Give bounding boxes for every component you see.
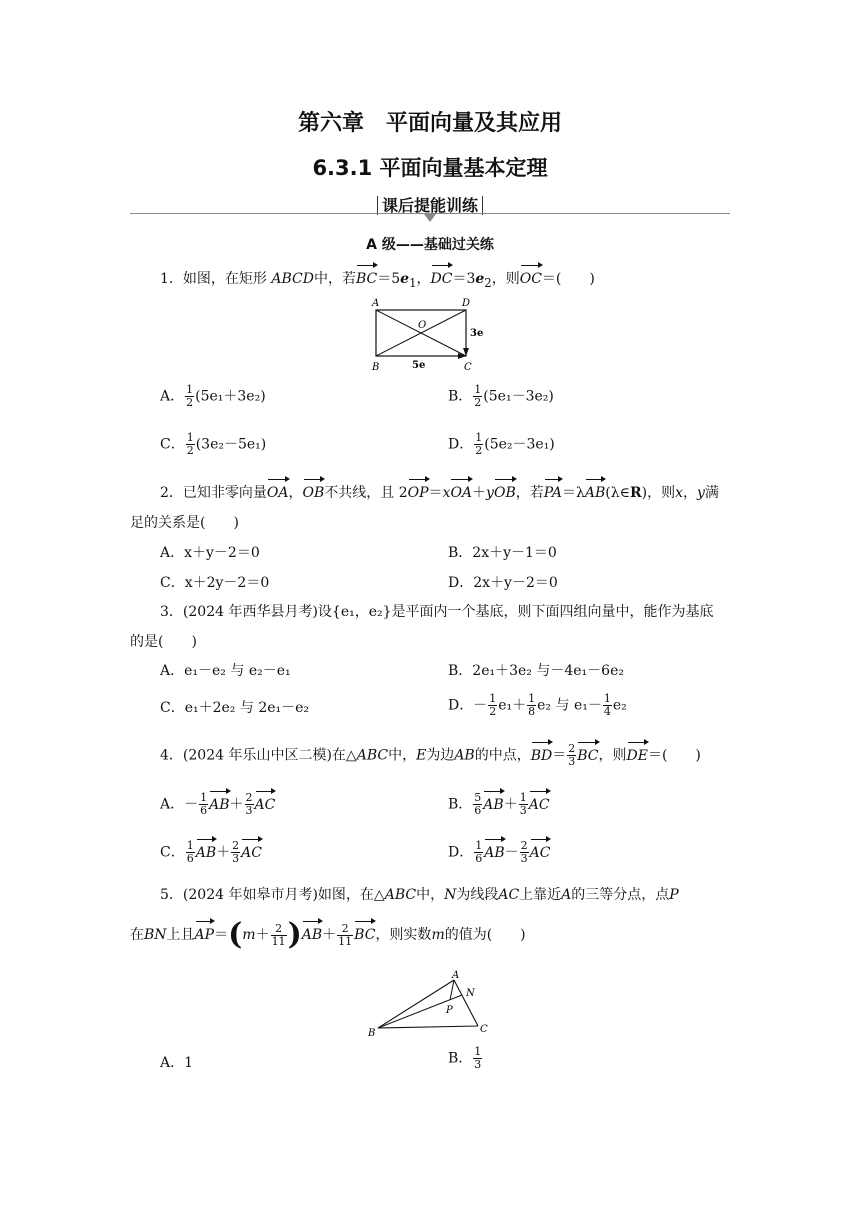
q-text: 如图，在矩形 xyxy=(182,271,267,287)
q-text: 已知非零向量 xyxy=(182,485,267,501)
q4-option-d[interactable] xyxy=(448,840,550,865)
fraction: $\frac{1}{2}$ xyxy=(475,431,483,457)
var-y: y xyxy=(696,485,705,501)
option-expr: (5e₂－3e₁) xyxy=(484,436,555,453)
fraction: $\frac{2}{3}$ xyxy=(232,839,240,865)
option-expr: e₂ 与 e₁－ xyxy=(537,697,602,714)
option-expr: x＋2y－2＝0 xyxy=(184,575,270,591)
option-label: D． xyxy=(448,436,474,453)
q-var: AC xyxy=(498,887,520,903)
label-5e1: 5e xyxy=(412,360,426,371)
fraction: $\frac{1}{6}$ xyxy=(475,839,483,865)
subscript: 1 xyxy=(409,275,417,290)
q-text: ，则实数 xyxy=(375,927,432,943)
q1-option-b[interactable] xyxy=(448,384,554,409)
paren-left: ( xyxy=(228,917,243,952)
vector-pa: PA xyxy=(544,482,562,504)
chapter-title: 第六章 平面向量及其应用 xyxy=(297,111,562,136)
option-expr: e₁－e₂ 与 e₂－e₁ xyxy=(184,663,291,679)
option-label: A． xyxy=(160,1055,185,1071)
q-var: ABC xyxy=(384,887,417,903)
side-bc xyxy=(378,1026,478,1028)
option-label: D． xyxy=(448,575,474,591)
vector-oa: OA xyxy=(450,482,472,504)
option-label: B． xyxy=(448,663,473,679)
rectangle-figure xyxy=(366,296,496,376)
vector-ab: AB xyxy=(484,842,504,864)
fraction: $\frac{1}{6}$ xyxy=(200,791,208,817)
option-expr: x＋y－2＝0 xyxy=(184,545,260,561)
question-3 xyxy=(160,601,714,623)
q-text: ＋ xyxy=(472,485,487,501)
question-number: 1． xyxy=(160,271,183,287)
question-2-line2: 足的关系是( ) xyxy=(130,515,239,531)
option-label: B． xyxy=(448,388,473,405)
q-text: ，若 xyxy=(515,485,544,501)
option-expr: (5e₁－3e₂) xyxy=(483,388,554,405)
q-text: ， xyxy=(288,485,303,501)
label-3e2: 3e xyxy=(470,328,484,339)
q5-option-b[interactable] xyxy=(448,1046,483,1071)
q-text: ＝( ) xyxy=(647,747,701,764)
q2-option-c[interactable] xyxy=(160,572,269,594)
vector-ab: AB xyxy=(483,794,503,816)
var-x: x xyxy=(442,485,451,501)
fraction: $\frac{1}{3}$ xyxy=(474,1045,482,1071)
vector-ac: AC xyxy=(255,794,276,816)
question-number: 3． xyxy=(160,604,183,620)
q-var: N xyxy=(444,887,457,903)
label-b: B xyxy=(368,1028,376,1039)
question-number: 4． xyxy=(160,747,183,764)
question-3-line2: 的是( ) xyxy=(130,634,197,650)
vector-bd: BD xyxy=(531,745,553,767)
vector-ab: AB xyxy=(302,924,322,946)
fraction: $\frac{2}{11}$ xyxy=(271,921,286,948)
label-a: A xyxy=(372,298,380,309)
q-text: ， xyxy=(416,271,431,287)
option-label: D． xyxy=(448,844,474,861)
label-o: O xyxy=(418,320,427,331)
vector-ob: OB xyxy=(494,482,516,504)
option-expr: (5e₁＋3e₂) xyxy=(195,388,266,405)
q-text: 中，若 xyxy=(313,271,356,287)
vector-ac: AC xyxy=(530,842,551,864)
q5-option-a[interactable] xyxy=(160,1052,193,1074)
q2-option-d[interactable] xyxy=(448,572,558,594)
q-text: (2024 年乐山中区二模)在△ xyxy=(182,747,357,764)
label-a: A xyxy=(452,970,460,981)
basis-e: e xyxy=(400,271,410,287)
q-text: (λ∈ xyxy=(605,485,630,501)
option-label: A． xyxy=(160,388,185,405)
q3-option-c[interactable] xyxy=(160,697,309,719)
option-label: B． xyxy=(448,545,473,561)
vector-op: OP xyxy=(408,482,429,504)
vector-ab: AB xyxy=(196,842,216,864)
vector-dc: DC xyxy=(431,268,453,290)
fraction: $\frac{1}{2}$ xyxy=(186,383,194,409)
q3-option-a[interactable] xyxy=(160,660,291,682)
question-number: 2． xyxy=(160,485,183,501)
vector-ob: OB xyxy=(303,482,325,504)
q-text: ＝λ xyxy=(561,485,585,501)
vector-bc: BC xyxy=(577,745,598,767)
q-text: 不共线，且 2 xyxy=(324,485,408,501)
q-text: ＋ xyxy=(322,927,337,943)
label-b: B xyxy=(372,362,380,373)
label-d: D xyxy=(462,298,471,309)
q1-option-c[interactable] xyxy=(160,432,266,457)
q-text: ＋ xyxy=(255,927,270,943)
question-2 xyxy=(160,482,735,504)
option-expr: 2e₁＋3e₂ 与－4e₁－6e₂ xyxy=(472,663,624,679)
option-expr: e₁＋ xyxy=(498,697,527,714)
q-var: A xyxy=(561,887,572,903)
training-tag-label: 课后提能训练 xyxy=(377,196,483,215)
fraction: $\frac{2}{3}$ xyxy=(520,839,528,865)
q-text: ＝ xyxy=(214,927,229,943)
q3-option-b[interactable] xyxy=(448,660,624,682)
q-text: ＝3 xyxy=(452,271,476,287)
fraction: $\frac{5}{6}$ xyxy=(474,791,482,817)
question-1 xyxy=(160,268,595,294)
fraction: $\frac{2}{3}$ xyxy=(568,742,576,768)
option-expr: ＋ xyxy=(216,844,231,861)
fraction: $\frac{1}{4}$ xyxy=(603,692,611,718)
q-text: ，则 xyxy=(491,271,520,287)
q-text: 满 xyxy=(704,485,719,501)
q1-option-a[interactable] xyxy=(160,384,266,409)
q-var: AB xyxy=(454,747,475,764)
vector-de: DE xyxy=(627,745,648,767)
q-text: ， xyxy=(682,485,697,501)
q-text: 的值为( ) xyxy=(444,927,526,943)
option-expr: － xyxy=(184,796,199,813)
option-expr: 1 xyxy=(184,1055,194,1071)
var-y: y xyxy=(486,485,494,501)
q-var: ABCD xyxy=(271,271,314,287)
down-triangle-icon xyxy=(424,214,436,222)
q-text: 上且 xyxy=(166,927,195,943)
q-text: 为边 xyxy=(426,747,455,764)
option-label: C． xyxy=(160,575,185,591)
fraction: $\frac{2}{3}$ xyxy=(245,791,253,817)
q-text: 中， xyxy=(416,887,445,903)
level-heading: A 级——基础过关练 xyxy=(366,237,494,253)
fraction: $\frac{1}{3}$ xyxy=(519,791,527,817)
option-expr: e₂ xyxy=(612,697,627,714)
q4-option-b[interactable] xyxy=(448,792,550,817)
q-text: (2024 年西华县月考)设{e₁，e₂}是平面内一个基底，则下面四组向量中，能作为基底 xyxy=(182,604,714,620)
option-expr: － xyxy=(504,844,519,861)
fraction: $\frac{2}{11}$ xyxy=(338,921,353,948)
q-text: 的三等分点，点 xyxy=(571,887,670,903)
basis-e: e xyxy=(475,271,485,287)
option-label: A． xyxy=(160,796,185,813)
label-n: N xyxy=(466,988,475,999)
vector-oa: OA xyxy=(267,482,289,504)
subscript: 2 xyxy=(484,275,492,290)
q-text: ＝ xyxy=(428,485,443,501)
option-label: A． xyxy=(160,545,185,561)
q-text: 的中点， xyxy=(474,747,531,764)
q-text: 为线段 xyxy=(456,887,499,903)
side-ac xyxy=(454,980,478,1026)
fraction: $\frac{1}{8}$ xyxy=(528,692,536,718)
q4-option-c[interactable] xyxy=(160,840,262,865)
label-c: C xyxy=(464,362,472,373)
q-text: (2024 年如皋市月考)如图，在△ xyxy=(182,887,385,903)
q-var: BN xyxy=(144,927,167,943)
q-text: 上靠近 xyxy=(519,887,562,903)
question-number: 5． xyxy=(160,887,183,903)
vector-bc: BC xyxy=(356,268,377,290)
option-expr: (3e₂－5e₁) xyxy=(195,436,267,453)
q2-option-b[interactable] xyxy=(448,542,557,564)
option-expr: ＋ xyxy=(503,796,518,813)
q1-option-d[interactable] xyxy=(448,432,555,457)
vector-oc: OC xyxy=(520,268,542,290)
q-text: ，则 xyxy=(598,747,627,764)
fraction: $\frac{1}{2}$ xyxy=(474,383,482,409)
option-label: C． xyxy=(160,436,185,453)
option-label: C． xyxy=(160,700,185,716)
q-text: ＝5 xyxy=(377,271,401,287)
label-c: C xyxy=(480,1024,488,1035)
q-text: ＝ xyxy=(552,747,567,764)
option-label: C． xyxy=(160,844,185,861)
option-label: B． xyxy=(448,1050,473,1067)
var-m: m xyxy=(242,927,256,943)
option-label: B． xyxy=(448,796,473,813)
q4-option-a[interactable] xyxy=(160,792,275,817)
question-5-line2 xyxy=(130,917,526,952)
vector-ap: AP xyxy=(195,924,215,946)
q-var: ABC xyxy=(356,747,389,764)
fraction: $\frac{1}{6}$ xyxy=(186,839,194,865)
q-text: 中， xyxy=(388,747,417,764)
vector-ab: AB xyxy=(585,482,605,504)
q3-option-d[interactable] xyxy=(448,693,627,718)
side-ba xyxy=(378,980,454,1028)
section-title: 6.3.1 平面向量基本定理 xyxy=(312,156,548,180)
triangle-figure xyxy=(366,966,496,1042)
paren-right: ) xyxy=(287,917,302,952)
question-5 xyxy=(160,884,679,906)
vector-ac: AC xyxy=(529,794,550,816)
q-text: 在 xyxy=(130,927,144,943)
q-text: )，则 xyxy=(641,485,676,501)
q-var: P xyxy=(669,887,679,903)
segment-ap xyxy=(450,980,454,1000)
option-expr: e₁＋2e₂ 与 2e₁－e₂ xyxy=(184,700,310,716)
vector-ac: AC xyxy=(241,842,262,864)
real-set: R xyxy=(629,485,642,501)
q-text: ＝( ) xyxy=(541,271,595,287)
question-4 xyxy=(160,743,701,768)
fraction: $\frac{1}{2}$ xyxy=(186,431,194,457)
vector-ab: AB xyxy=(209,794,229,816)
option-expr: ＋ xyxy=(229,796,244,813)
label-p: P xyxy=(446,1005,453,1016)
fraction: $\frac{1}{2}$ xyxy=(489,692,497,718)
option-expr: － xyxy=(473,697,488,714)
var-m: m xyxy=(431,927,445,943)
option-label: A． xyxy=(160,663,185,679)
q-var: E xyxy=(416,747,427,764)
vector-bc: BC xyxy=(354,924,375,946)
option-expr: 2x＋y－2＝0 xyxy=(473,575,558,591)
option-expr: 2x＋y－1＝0 xyxy=(472,545,557,561)
option-label: D． xyxy=(448,697,474,714)
var-x: x xyxy=(675,485,683,501)
q2-option-a[interactable] xyxy=(160,542,260,564)
